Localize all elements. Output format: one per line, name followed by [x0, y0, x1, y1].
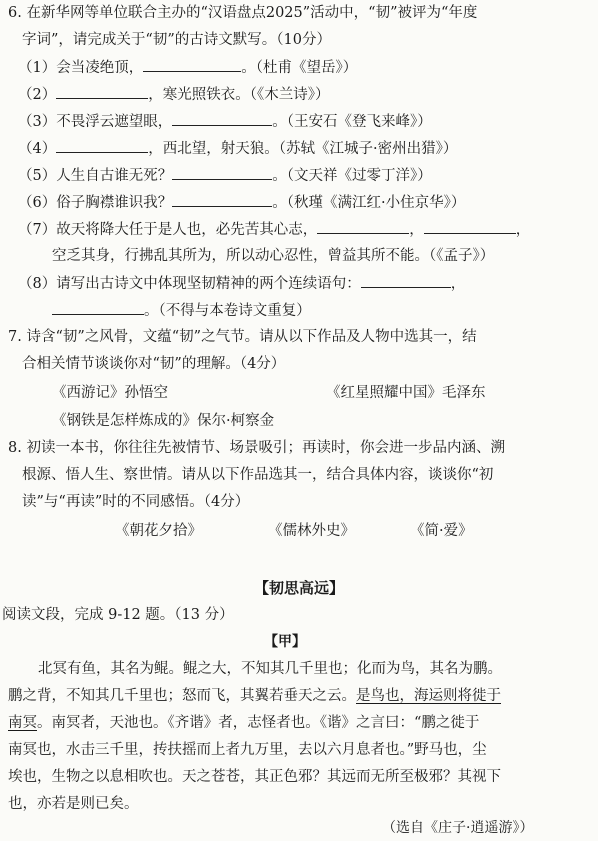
q6-item-3 [18, 111, 432, 132]
passage-line-2 [8, 686, 501, 706]
answer-blank[interactable] [172, 165, 272, 180]
passage-line-5: 埃也，生物之以息相吹也。天之苍苍，其正色邪？其远而无所至极邪？其视下 [8, 769, 501, 785]
passage-part-label: 【甲】 [264, 634, 306, 650]
q6-item-6-prefix: （6）俗子胸襟谁识我？ [18, 195, 173, 211]
section-intro: 阅读文段，完成 9-12 题。（13 分） [2, 607, 234, 623]
q6-item-8-sep: ， [450, 276, 466, 292]
q7-stem-line1: 7. 诗含“韧”之风骨，文蕴“韧”之气节。请从以下作品及人物中选其一，结 [8, 329, 477, 345]
q6-item-7-line2: 空乏其身，行拂乱其所为，所以动心忍性，曾益其所不能。（《孟子》） [52, 248, 495, 264]
passage-line-3 [8, 713, 479, 733]
q6-item-4 [18, 138, 457, 159]
q6-item-6 [18, 192, 465, 213]
q6-stem-line1: 6. 在新华网等单位联合主办的“汉语盘点2025”活动中，“韧”被评为“年度 [8, 5, 478, 21]
q6-item-6-suffix: 。（秋瑾《满江红·小住京华》） [272, 195, 466, 211]
q6-item-7-sep: ， [409, 222, 424, 238]
answer-blank[interactable] [56, 84, 148, 99]
q7-option-1: 《西游记》孙悟空 [52, 385, 168, 401]
q8-option-1: 《朝花夕拾》 [115, 523, 202, 539]
q7-option-3: 《钢铁是怎样炼成的》保尔·柯察金 [52, 413, 275, 429]
passage-source: （选自《庄子·逍遥游》） [382, 820, 534, 836]
q6-item-1-prefix: （1）会当凌绝顶， [18, 60, 144, 76]
q6-item-8 [18, 273, 465, 294]
underlined-sentence: 是鸟也，海运则将徙于 [356, 688, 501, 704]
answer-blank[interactable] [424, 219, 516, 234]
answer-blank[interactable] [56, 138, 148, 153]
q6-item-7-sep2: ， [515, 222, 531, 238]
q6-item-4-suffix: ，西北望，射天狼。（苏轼《江城子·密州出猎》） [148, 141, 458, 157]
q6-item-2-prefix: （2） [18, 87, 57, 103]
q6-item-5-suffix: 。（文天祥《过零丁洋》） [272, 168, 432, 184]
q7-option-2: 《红星照耀中国》毛泽东 [326, 385, 486, 401]
q6-item-3-prefix: （3）不畏浮云遮望眼， [18, 114, 173, 130]
q6-item-5-prefix: （5）人生自古谁无死？ [18, 168, 173, 184]
answer-blank[interactable] [52, 300, 144, 315]
q8-option-3: 《简·爱》 [410, 523, 473, 539]
answer-blank[interactable] [317, 219, 409, 234]
q6-item-1-suffix: 。（杜甫《望岳》） [241, 60, 358, 76]
q7-stem-line2: 合相关情节谈谈你对“韧”的理解。（4分） [22, 356, 286, 372]
q6-item-2-suffix: ，寒光照铁衣。（《木兰诗》） [148, 87, 330, 103]
passage-line-4: 南冥也，水击三千里，抟扶摇而上者九万里，去以六月息者也。”野马也，尘 [8, 742, 487, 758]
q6-item-8-suffix: 。（不得与本卷诗文重复） [144, 303, 311, 319]
q6-item-2 [18, 84, 329, 105]
q8-option-2: 《儒林外史》 [268, 523, 355, 539]
passage-line-3-text: 。南冥者，天池也。《齐谐》者，志怪者也。《谐》之言曰：“鹏之徙于 [37, 715, 480, 731]
section-title: 【韧思高远】 [254, 579, 345, 597]
q6-item-5 [18, 165, 432, 186]
passage-line-2-text: 鹏之背，不知其几千里也；怒而飞，其翼若垂天之云。 [8, 688, 356, 704]
q6-item-4-prefix: （4） [18, 141, 57, 157]
q6-item-7 [18, 219, 530, 240]
answer-blank[interactable] [172, 192, 272, 207]
passage-line-1: 北冥有鱼，其名为鲲。鲲之大，不知其几千里也；化而为鸟，其名为鹏。 [38, 661, 502, 677]
q6-item-7-prefix: （7）故天将降大任于是人也，必先苦其心志， [18, 222, 318, 238]
q6-stem-line2: 字词”，请完成关于“韧”的古诗文默写。（10分） [22, 32, 331, 48]
q8-stem-line1: 8. 初读一本书，你往往先被情节、场景吸引；再读时，你会进一步品内涵、溯 [8, 440, 505, 456]
q6-item-8-line2 [52, 300, 311, 321]
q8-stem-line3: 读”与“再读”时的不同感悟。（4分） [22, 494, 250, 510]
passage-line-6: 也，亦若是则已矣。 [8, 796, 139, 812]
q6-item-1 [18, 57, 357, 78]
answer-blank[interactable] [143, 57, 241, 72]
underlined-sentence-end: 南冥 [8, 715, 37, 731]
q6-item-3-suffix: 。（王安石《登飞来峰》） [272, 114, 432, 130]
answer-blank[interactable] [361, 273, 451, 288]
q6-item-8-prefix: （8）请写出古诗文中体现坚韧精神的两个连续语句： [18, 276, 361, 292]
q8-stem-line2: 根源、悟人生、察世情。请从以下作品选其一，结合具体内容，谈谈你“初 [22, 467, 494, 483]
answer-blank[interactable] [172, 111, 272, 126]
